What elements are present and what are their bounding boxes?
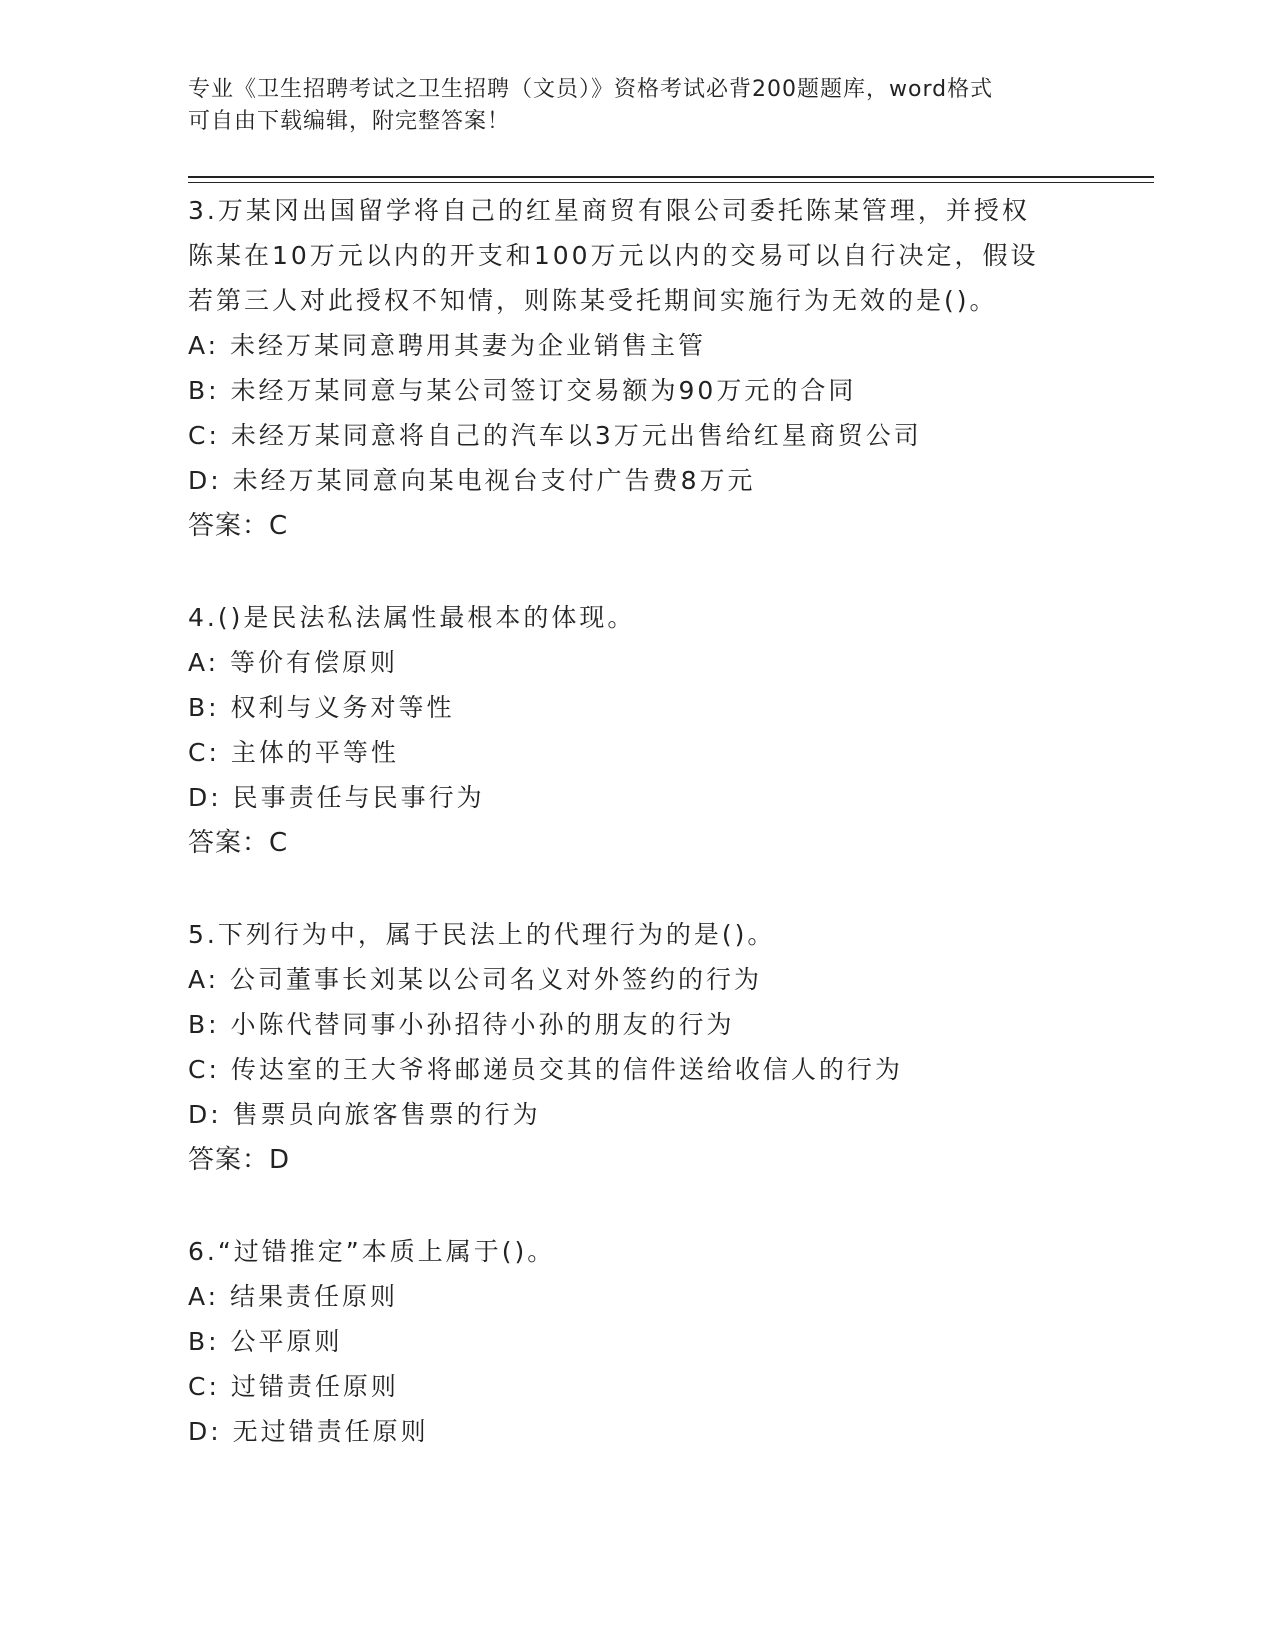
header-line-1: 专业《卫生招聘考试之卫生招聘（文员）》资格考试必背200题题库，word格式 — [188, 77, 994, 102]
option-a: A: 未经万某同意聘用其妻为企业销售主管 — [188, 331, 707, 360]
question-stem-line: 陈某在10万元以内的开支和100万元以内的交易可以自行决定，假设 — [188, 241, 1039, 270]
answer-label: 答案：C — [188, 511, 289, 541]
option-c: C: 过错责任原则 — [188, 1372, 399, 1401]
question-stem-line: 5.下列行为中，属于民法上的代理行为的是()。 — [188, 920, 776, 949]
option-c: C: 主体的平等性 — [188, 738, 399, 767]
question-6 — [188, 1229, 1148, 1454]
option-c: C: 未经万某同意将自己的汽车以3万元出售给红星商贸公司 — [188, 421, 922, 450]
question-5 — [188, 912, 1148, 1183]
question-stem-line: 3.万某冈出国留学将自己的红星商贸有限公司委托陈某管理，并授权 — [188, 196, 1030, 225]
question-stem-line: 6.“过错推定”本质上属于()。 — [188, 1237, 556, 1266]
option-b: B: 公平原则 — [188, 1327, 343, 1356]
option-d: D: 未经万某同意向某电视台支付广告费8万元 — [188, 466, 756, 495]
option-a: A: 公司董事长刘某以公司名义对外签约的行为 — [188, 965, 763, 994]
answer-label: 答案：D — [188, 1145, 291, 1175]
option-a: A: 等价有偿原则 — [188, 648, 399, 677]
question-3 — [188, 188, 1148, 549]
option-d: D: 无过错责任原则 — [188, 1417, 429, 1446]
option-b: B: 权利与义务对等性 — [188, 693, 455, 722]
option-d: D: 民事责任与民事行为 — [188, 783, 485, 812]
answer-label: 答案：C — [188, 828, 289, 858]
document-header — [188, 74, 1068, 138]
question-list — [188, 188, 1148, 1500]
question-stem-line: 若第三人对此授权不知情，则陈某受托期间实施行为无效的是()。 — [188, 286, 998, 315]
question-stem-line: 4.()是民法私法属性最根本的体现。 — [188, 603, 636, 632]
option-c: C: 传达室的王大爷将邮递员交其的信件送给收信人的行为 — [188, 1055, 903, 1084]
question-4 — [188, 595, 1148, 866]
header-divider-thin — [188, 182, 1154, 183]
option-a: A: 结果责任原则 — [188, 1282, 399, 1311]
header-divider-thick — [188, 176, 1154, 178]
option-d: D: 售票员向旅客售票的行为 — [188, 1100, 541, 1129]
option-b: B: 未经万某同意与某公司签订交易额为90万元的合同 — [188, 376, 857, 405]
header-line-2: 可自由下载编辑，附完整答案！ — [188, 109, 511, 134]
option-b: B: 小陈代替同事小孙招待小孙的朋友的行为 — [188, 1010, 735, 1039]
